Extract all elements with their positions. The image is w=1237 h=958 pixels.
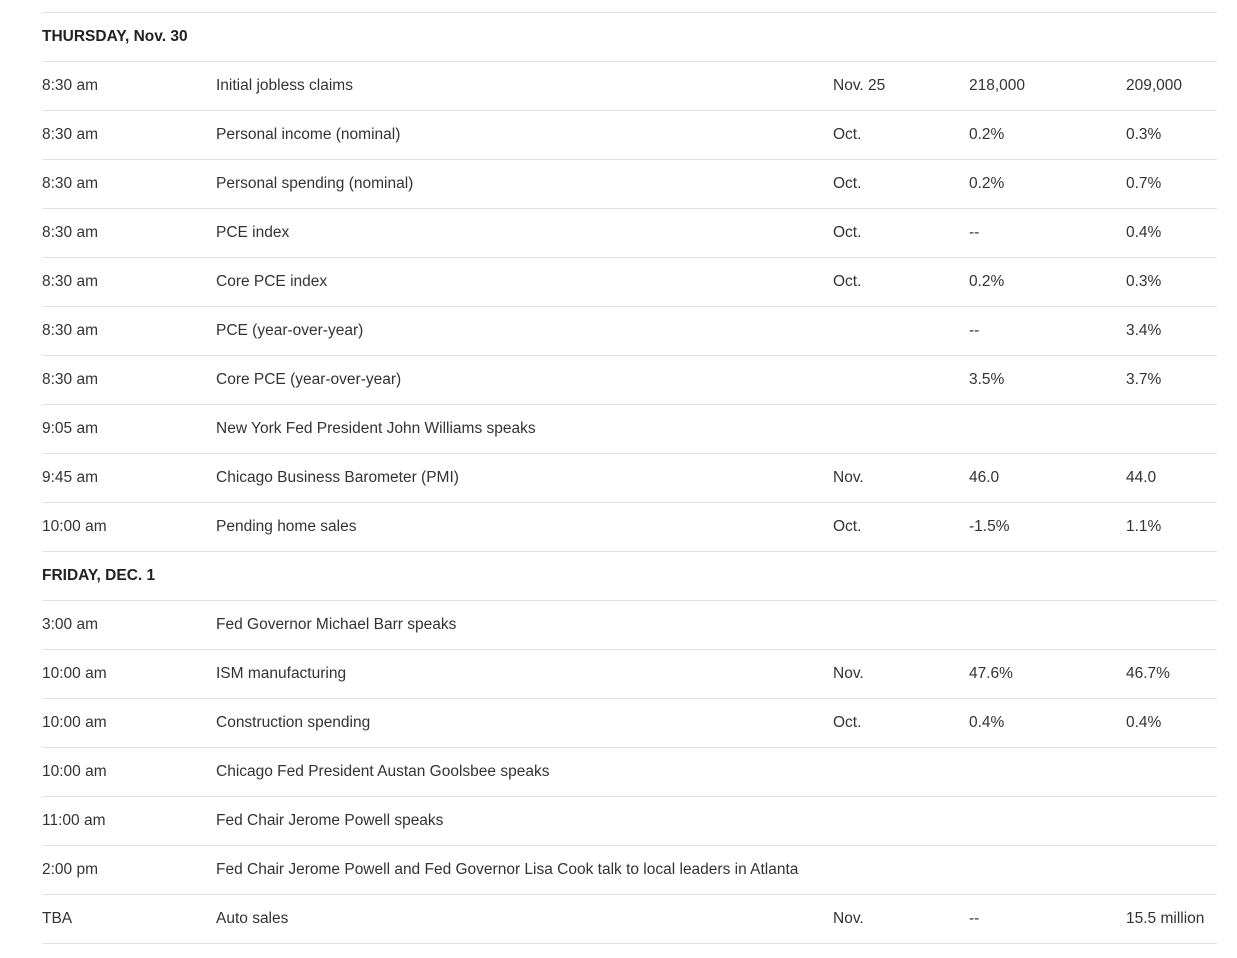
event-time: 8:30 am: [42, 371, 99, 388]
event-name: Personal income (nominal): [216, 126, 401, 143]
event-time: TBA: [42, 910, 73, 927]
table-row: [42, 62, 1217, 111]
day-header: THURSDAY, Nov. 30: [42, 28, 188, 45]
event-name: Fed Chair Jerome Powell speaks: [216, 812, 444, 829]
event-name: ISM manufacturing: [216, 665, 347, 682]
event-period: Nov.: [833, 469, 864, 486]
event-period: Oct.: [833, 273, 862, 290]
table-row: [42, 846, 1217, 895]
event-name: Chicago Fed President Austan Goolsbee speaks: [216, 763, 550, 780]
event-forecast: 47.6%: [969, 665, 1013, 682]
event-forecast: 46.0: [969, 469, 1000, 486]
event-forecast: 0.2%: [969, 175, 1005, 192]
event-time: 8:30 am: [42, 77, 99, 94]
event-time: 9:45 am: [42, 469, 99, 486]
table-row: [42, 454, 1217, 503]
event-forecast: -1.5%: [969, 518, 1010, 535]
table-row: [42, 209, 1217, 258]
event-time: 11:00 am: [42, 812, 106, 829]
event-forecast: --: [969, 224, 980, 241]
event-forecast: 0.2%: [969, 273, 1005, 290]
event-previous: 0.7%: [1126, 175, 1162, 192]
event-name: New York Fed President John Williams speaks: [216, 420, 536, 437]
economic-calendar: [42, 12, 1217, 944]
event-name: Core PCE (year-over-year): [216, 371, 402, 388]
table-row: [42, 699, 1217, 748]
day-header-row: [42, 552, 1217, 601]
table-row: [42, 503, 1217, 552]
event-period: Oct.: [833, 126, 862, 143]
event-previous: 3.7%: [1126, 371, 1162, 388]
event-previous: 0.4%: [1126, 714, 1162, 731]
event-name: Auto sales: [216, 910, 289, 927]
event-period: Oct.: [833, 518, 862, 535]
table-row: [42, 307, 1217, 356]
event-name: Core PCE index: [216, 273, 328, 290]
event-name: PCE (year-over-year): [216, 322, 364, 339]
event-period: Nov.: [833, 910, 864, 927]
event-previous: 0.4%: [1126, 224, 1162, 241]
event-name: Initial jobless claims: [216, 77, 353, 94]
event-forecast: --: [969, 322, 980, 339]
event-previous: 15.5 million: [1126, 910, 1205, 927]
event-name: Chicago Business Barometer (PMI): [216, 469, 459, 486]
event-previous: 44.0: [1126, 469, 1157, 486]
table-row: [42, 601, 1217, 650]
event-time: 10:00 am: [42, 714, 107, 731]
table-row: [42, 748, 1217, 797]
event-previous: 209,000: [1126, 77, 1183, 94]
day-header: FRIDAY, DEC. 1: [42, 567, 156, 584]
table-row: [42, 650, 1217, 699]
event-name: Fed Chair Jerome Powell and Fed Governor Lisa Cook talk to local leaders in Atlanta: [216, 861, 799, 878]
event-period: Oct.: [833, 175, 862, 192]
table-row: [42, 111, 1217, 160]
event-time: 8:30 am: [42, 224, 99, 241]
event-previous: 3.4%: [1126, 322, 1162, 339]
event-previous: 1.1%: [1126, 518, 1162, 535]
event-time: 8:30 am: [42, 126, 99, 143]
table-row: [42, 160, 1217, 209]
event-previous: 46.7%: [1126, 665, 1170, 682]
event-time: 8:30 am: [42, 322, 99, 339]
day-header-row: [42, 13, 1217, 62]
event-time: 9:05 am: [42, 420, 99, 437]
event-period: Oct.: [833, 714, 862, 731]
event-time: 10:00 am: [42, 665, 107, 682]
table-row: [42, 258, 1217, 307]
table-row: [42, 356, 1217, 405]
event-name: Construction spending: [216, 714, 371, 731]
event-forecast: 3.5%: [969, 371, 1005, 388]
table-row: [42, 797, 1217, 846]
event-forecast: 218,000: [969, 77, 1026, 94]
event-time: 8:30 am: [42, 273, 99, 290]
event-name: PCE index: [216, 224, 290, 241]
event-previous: 0.3%: [1126, 273, 1162, 290]
event-forecast: 0.4%: [969, 714, 1005, 731]
event-time: 10:00 am: [42, 763, 107, 780]
event-time: 2:00 pm: [42, 861, 99, 878]
table-row: [42, 895, 1217, 944]
event-period: Oct.: [833, 224, 862, 241]
event-name: Pending home sales: [216, 518, 357, 535]
event-time: 10:00 am: [42, 518, 107, 535]
event-previous: 0.3%: [1126, 126, 1162, 143]
event-period: Nov.: [833, 665, 864, 682]
event-name: Personal spending (nominal): [216, 175, 414, 192]
event-time: 8:30 am: [42, 175, 99, 192]
event-name: Fed Governor Michael Barr speaks: [216, 616, 457, 633]
event-forecast: --: [969, 910, 980, 927]
event-period: Nov. 25: [833, 77, 886, 94]
table-row: [42, 405, 1217, 454]
event-forecast: 0.2%: [969, 126, 1005, 143]
event-time: 3:00 am: [42, 616, 99, 633]
